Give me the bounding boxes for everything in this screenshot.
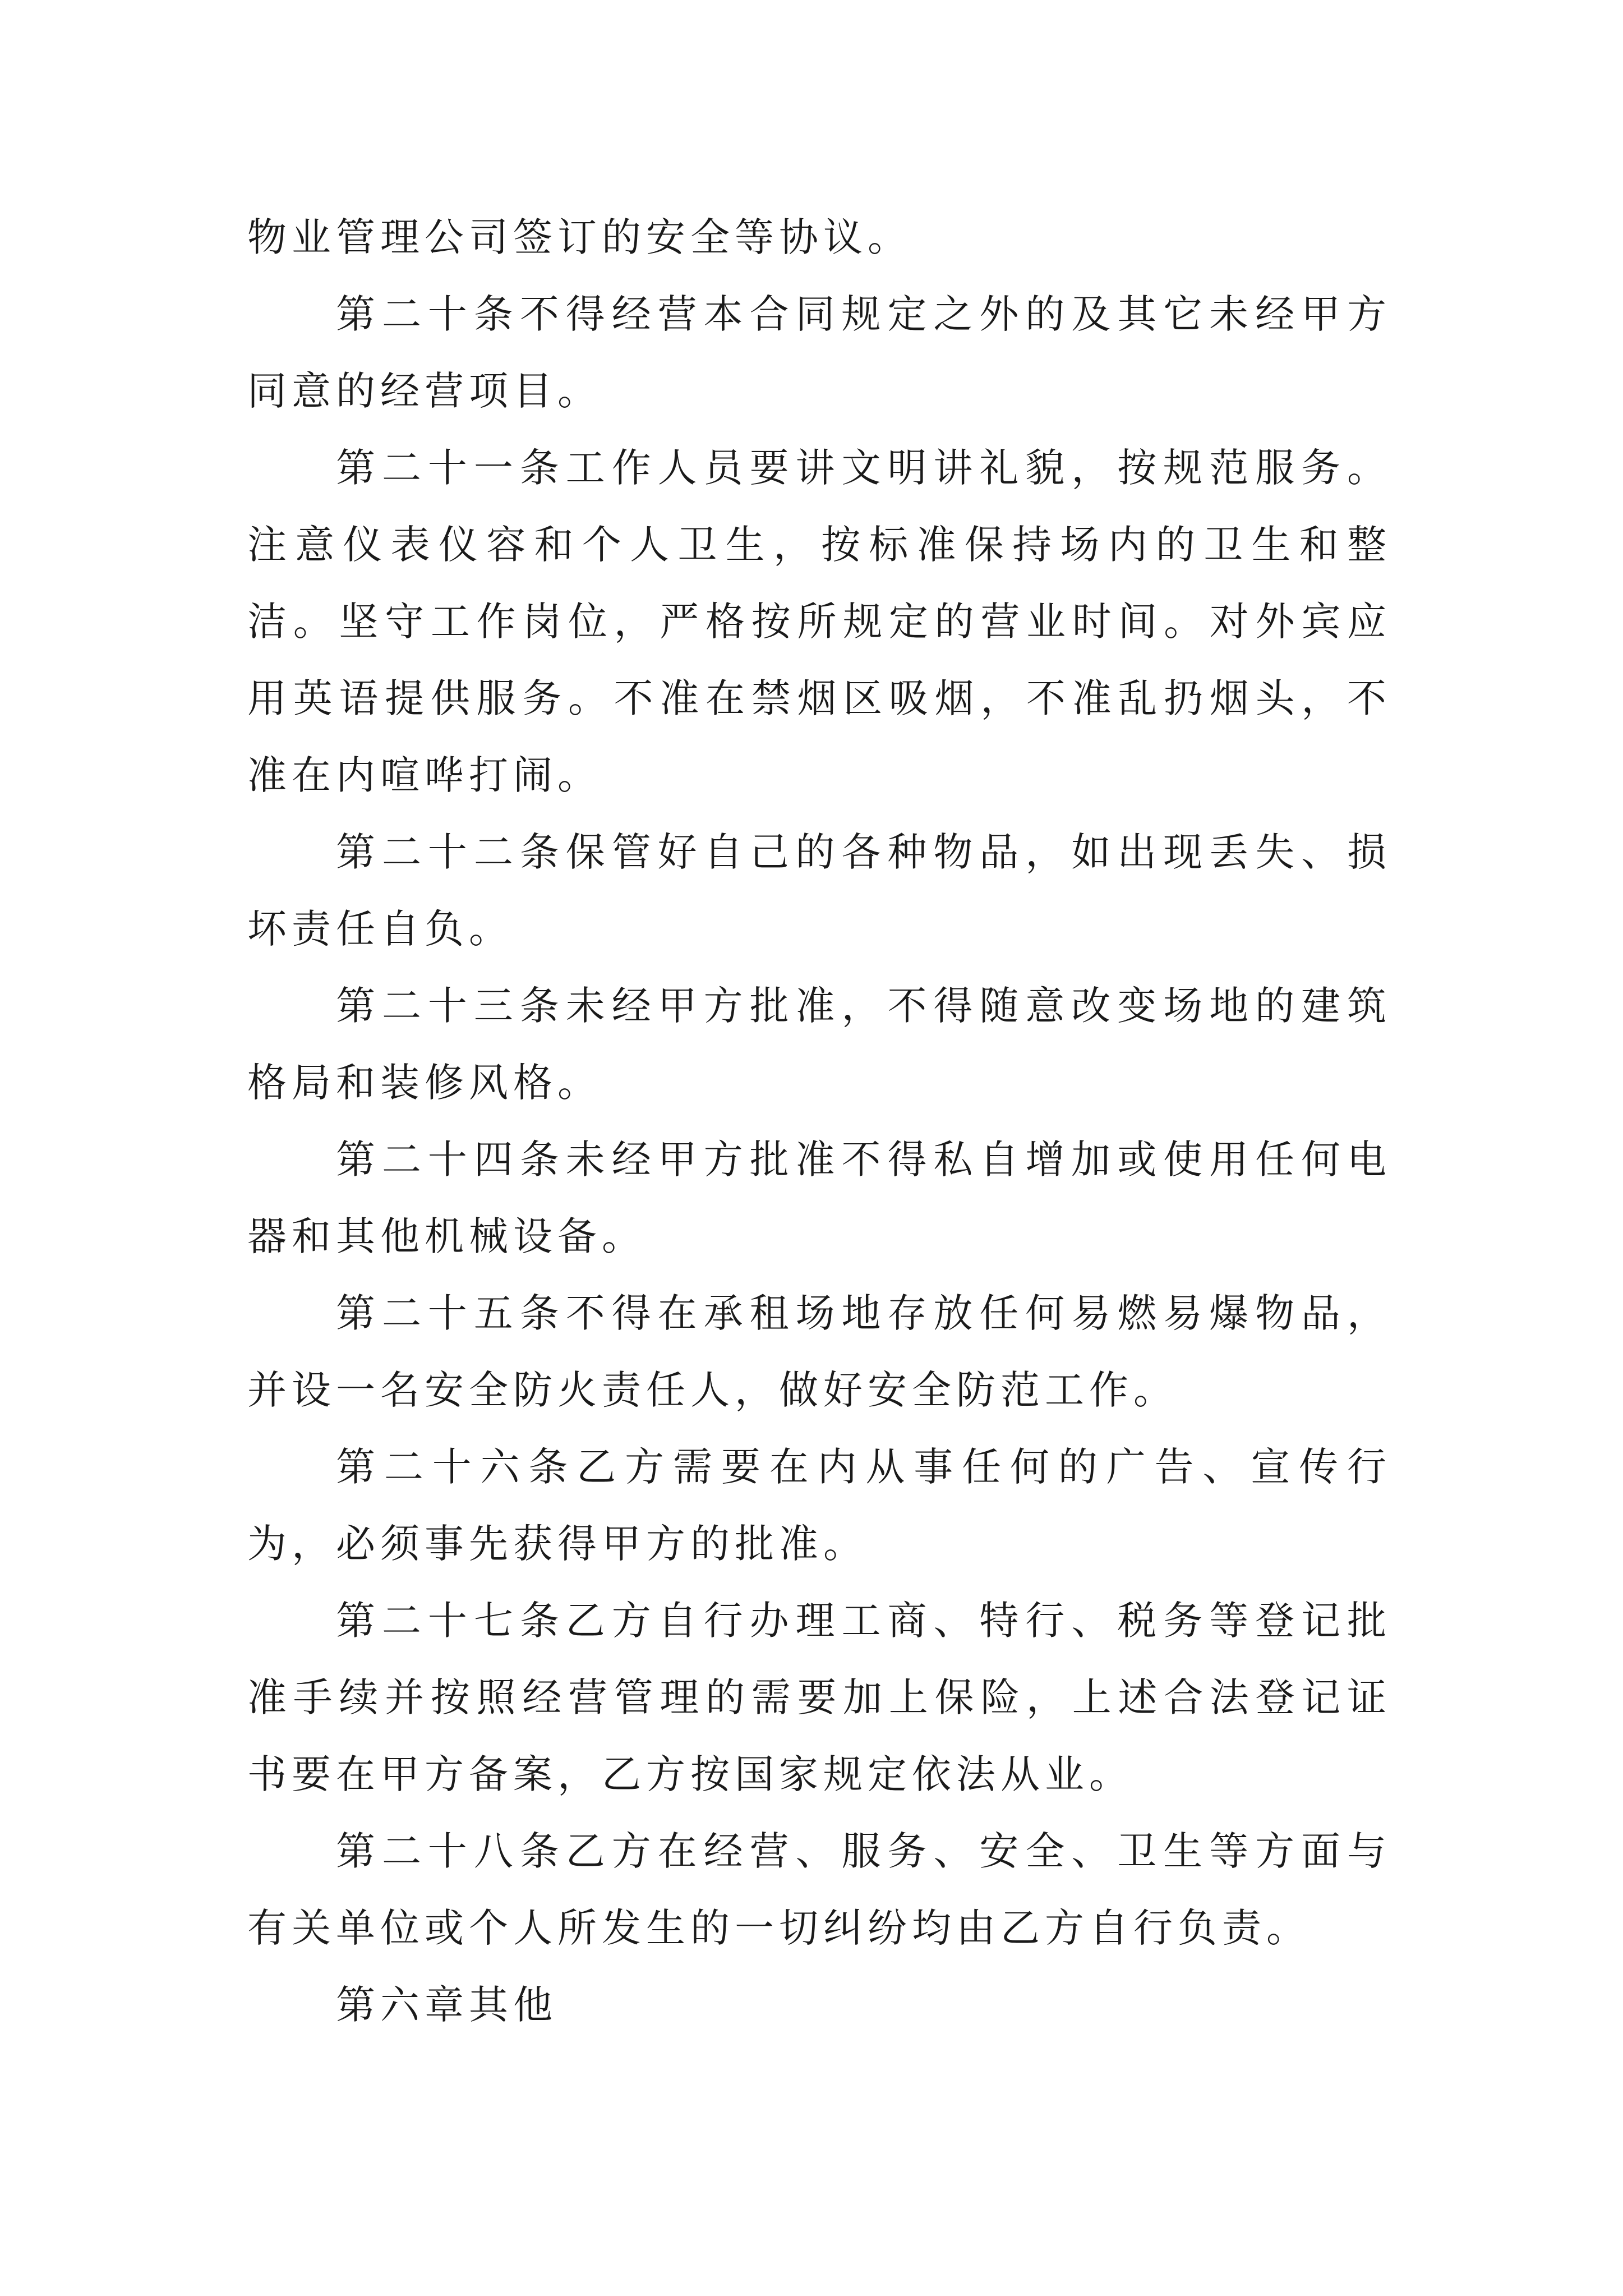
paragraph-article-22: 第二十二条保管好自己的各种物品，如出现丢失、损坏责任自负。 xyxy=(247,829,1391,952)
document-body xyxy=(247,199,1391,2044)
paragraph-continuation: 物业管理公司签订的安全等协议。 xyxy=(247,214,912,260)
paragraph-article-23: 第二十三条未经甲方批准，不得随意改变场地的建筑格局和装修风格。 xyxy=(247,983,1391,1106)
chapter-heading: 第六章其他 xyxy=(336,1982,557,2028)
paragraph-article-24: 第二十四条未经甲方批准不得私自增加或使用任何电器和其他机械设备。 xyxy=(247,1137,1391,1259)
paragraph-article-27: 第二十七条乙方自行办理工商、特行、税务等登记批准手续并按照经营管理的需要加上保险，上述合法登记证书要在甲方备案，乙方按国家规定依法从业。 xyxy=(247,1598,1391,1797)
paragraph-article-25: 第二十五条不得在承租场地存放任何易燃易爆物品，并设一名安全防火责任人，做好安全防范工作。 xyxy=(247,1290,1391,1413)
paragraph-article-28: 第二十八条乙方在经营、服务、安全、卫生等方面与有关单位或个人所发生的一切纠纷均由乙方自行负责。 xyxy=(247,1828,1391,1951)
paragraph-article-20: 第二十条不得经营本合同规定之外的及其它未经甲方同意的经营项目。 xyxy=(247,291,1391,414)
paragraph-article-21: 第二十一条工作人员要讲文明讲礼貌，按规范服务。注意仪表仪容和个人卫生，按标准保持场内的卫生和整洁。坚守工作岗位，严格按所规定的营业时间。对外宾应用英语提供服务。不准在禁烟区吸烟，不准乱扔烟头，不准在内喧哗打闹。 xyxy=(247,445,1391,798)
paragraph-article-26: 第二十六条乙方需要在内从事任何的广告、宣传行为，必须事先获得甲方的批准。 xyxy=(247,1444,1391,1567)
